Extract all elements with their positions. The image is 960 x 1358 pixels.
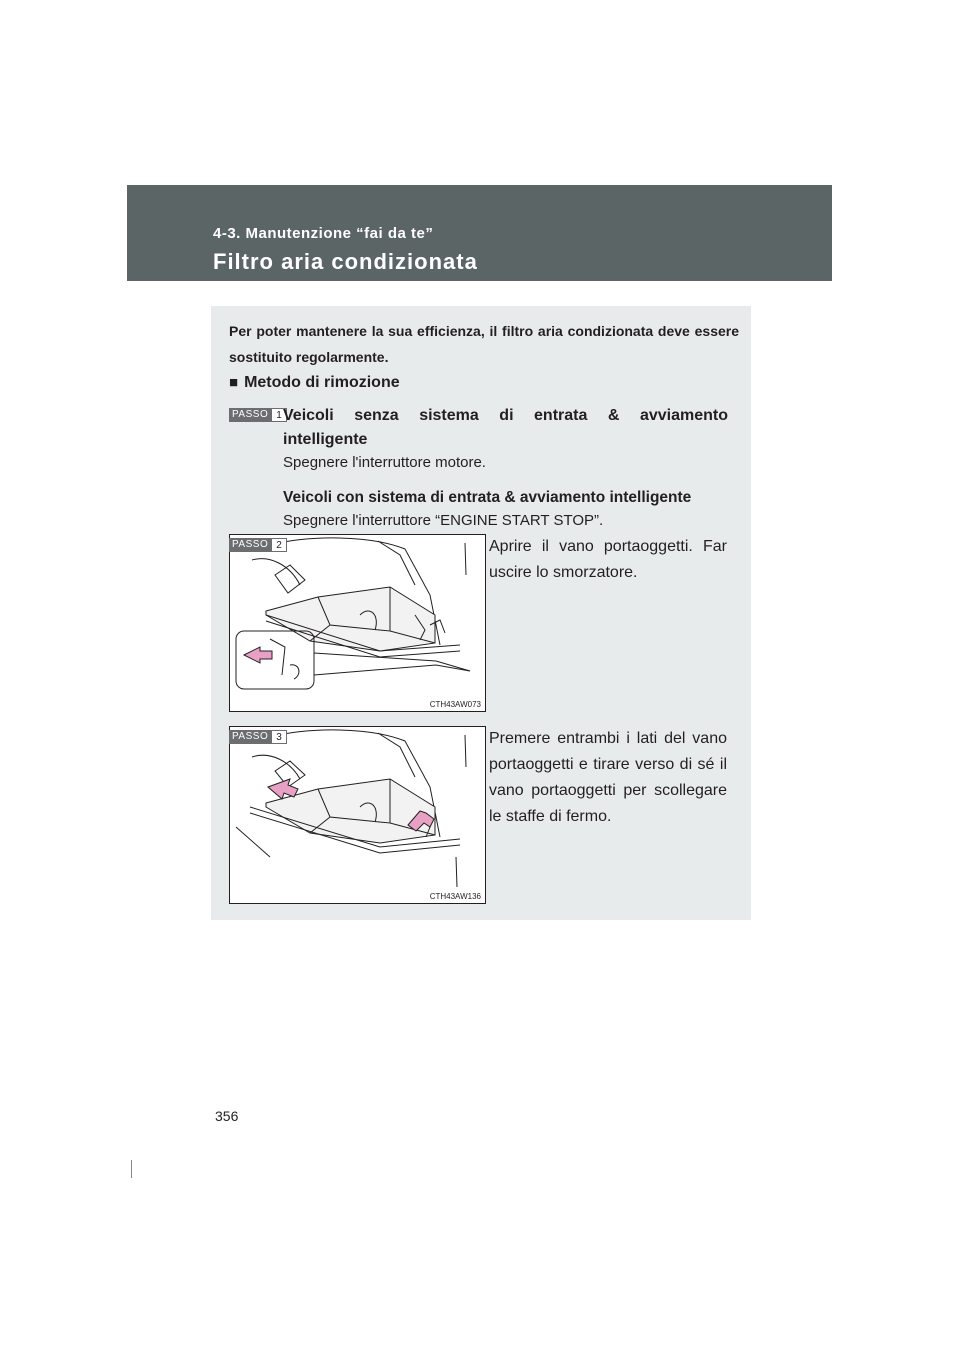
- margin-mark: [131, 1160, 132, 1178]
- glovebox-open-drawing: [230, 535, 485, 711]
- step-1-text: [283, 404, 728, 532]
- step-1-variant-b-title: Veicoli con sistema di entrata & avviamento intelligente: [283, 489, 692, 506]
- section-label: 4-3. Manutenzione “fai da te”: [213, 225, 434, 242]
- step-2-illustration: [229, 534, 486, 712]
- content-panel: [211, 306, 751, 920]
- step-1-variant-a-text: Spegnere l'interruttore motore.: [283, 454, 486, 471]
- glovebox-release-drawing: [230, 727, 485, 903]
- page-number: 356: [215, 1108, 239, 1124]
- subheading-text: Metodo di rimozione: [244, 374, 400, 391]
- step-1-badge: [229, 408, 287, 422]
- square-bullet-icon: ■: [229, 374, 239, 391]
- step-2-badge: [229, 538, 287, 552]
- step-badge-number: 3: [271, 730, 287, 744]
- step-badge-number: 1: [271, 408, 287, 422]
- section-header: [127, 185, 832, 281]
- step-1-variant-b-text: Spegnere l'interruttore “ENGINE START STOP”.: [283, 512, 604, 529]
- intro-paragraph: Per poter mantenere la sua efficienza, il filtro aria condizionata deve essere sostituito regolarmente.: [229, 323, 739, 365]
- step-3-badge: [229, 730, 287, 744]
- step-1-variant-a-title-line1: Veicoli senza sistema di entrata & avviamento: [283, 407, 728, 424]
- subheading: [229, 374, 400, 392]
- step-2-text: Aprire il vano portaoggetti. Far uscire lo smorzatore.: [489, 538, 727, 581]
- step-badge-word: PASSO: [229, 538, 271, 552]
- press-left-arrow-icon: [268, 779, 298, 799]
- step-badge-word: PASSO: [229, 408, 271, 422]
- step-badge-number: 2: [271, 538, 287, 552]
- step-3-text: Premere entrambi i lati del vano portaoggetti e tirare verso di sé il vano portaoggetti per scollegare le staffe di fermo.: [489, 730, 727, 825]
- step-badge-word: PASSO: [229, 730, 271, 744]
- page-title: Filtro aria condizionata: [213, 249, 478, 274]
- figure-code: CTH43AW073: [429, 700, 481, 709]
- push-arrow-icon: [244, 647, 272, 663]
- figure-code: CTH43AW136: [429, 892, 481, 901]
- step-1-variant-a-title-line2: intelligente: [283, 431, 368, 448]
- step-3-illustration: [229, 726, 486, 904]
